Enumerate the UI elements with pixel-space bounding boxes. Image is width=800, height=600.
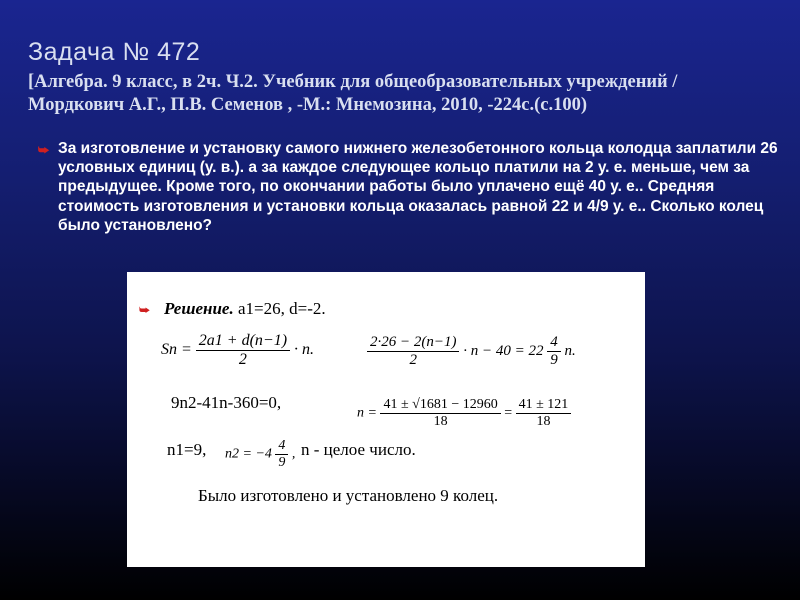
root-n2-left: n2 = −4 <box>225 446 272 462</box>
sum-formula-tail: · n. <box>294 341 315 359</box>
substituted-numerator: 2·26 − 2(n−1) <box>367 334 459 352</box>
sum-formula-denominator: 2 <box>238 351 247 368</box>
problem-statement <box>38 139 778 235</box>
solution-givens: a1=26, d=-2. <box>237 299 326 318</box>
source-line-1: [Алгебра. 9 класс, в 2ч. Ч.2. Учебник для общеобразовательных учреждений / <box>28 72 678 92</box>
slide-title: Задача № 472 <box>28 38 201 66</box>
root-n1: n1=9, <box>167 440 207 459</box>
solution-panel <box>127 272 645 567</box>
root-n2-denominator: 9 <box>278 455 286 470</box>
sum-formula-fraction <box>196 332 290 369</box>
root-denominator: 18 <box>433 414 448 429</box>
root-numerator: 41 ± √1681 − 12960 <box>380 397 500 414</box>
root-formula <box>357 397 571 430</box>
substituted-equation <box>367 334 576 369</box>
root-n2-numerator: 4 <box>275 438 288 455</box>
solution-header <box>164 299 326 319</box>
bullet-icon: ⮩ <box>38 143 50 157</box>
mixed-fraction <box>547 334 561 369</box>
root-fraction <box>380 397 500 430</box>
root-numerator-2: 41 ± 121 <box>516 397 572 414</box>
mixed-fraction-denominator: 9 <box>550 352 558 368</box>
root-denominator-2: 18 <box>536 414 551 429</box>
source-reference <box>28 71 788 117</box>
root-n2-fraction <box>275 438 288 471</box>
substituted-fraction <box>367 334 459 369</box>
root-n2-comma: , <box>291 446 296 462</box>
solution-label: Решение. <box>164 299 234 318</box>
mixed-fraction-numerator: 4 <box>547 334 561 352</box>
sum-formula-numerator: 2a1 + d(n−1) <box>196 332 290 351</box>
root-fraction-2 <box>516 397 572 430</box>
source-line-2: Мордкович А.Г., П.В. Семенов , -М.: Мнемозина, 2010, -224с.(с.100) <box>28 95 587 115</box>
root-n2 <box>225 438 295 471</box>
substituted-end: n. <box>564 342 576 359</box>
substituted-tail: · n − 40 = 22 <box>463 342 544 359</box>
sum-formula <box>161 332 314 369</box>
substituted-denominator: 2 <box>409 352 417 368</box>
problem-text: За изготовление и установку самого нижнего железобетонного кольца колодца заплатили 26 условных единиц (у. в.). а за каждое следующее кольцо платили на 2 у. е. меньше, чем за предыдущее. Кроме того, по окончании работы было уплачено ещё 40 у. е.. Средняя стоимость изготовления и установки кольца оказалась равной 22 и 4/9 у. е.. Сколько колец было установлено? <box>58 140 778 234</box>
quadratic-equation: 9n2-41n-360=0, <box>171 393 282 412</box>
root-equals: = <box>504 405 513 421</box>
sum-formula-left: Sn = <box>161 341 192 359</box>
root-formula-left: n = <box>357 405 377 421</box>
integer-note: n - целое число. <box>301 440 416 459</box>
bullet-icon: ⮩ <box>139 303 151 317</box>
answer-text: Было изготовлено и установлено 9 колец. <box>198 486 499 505</box>
